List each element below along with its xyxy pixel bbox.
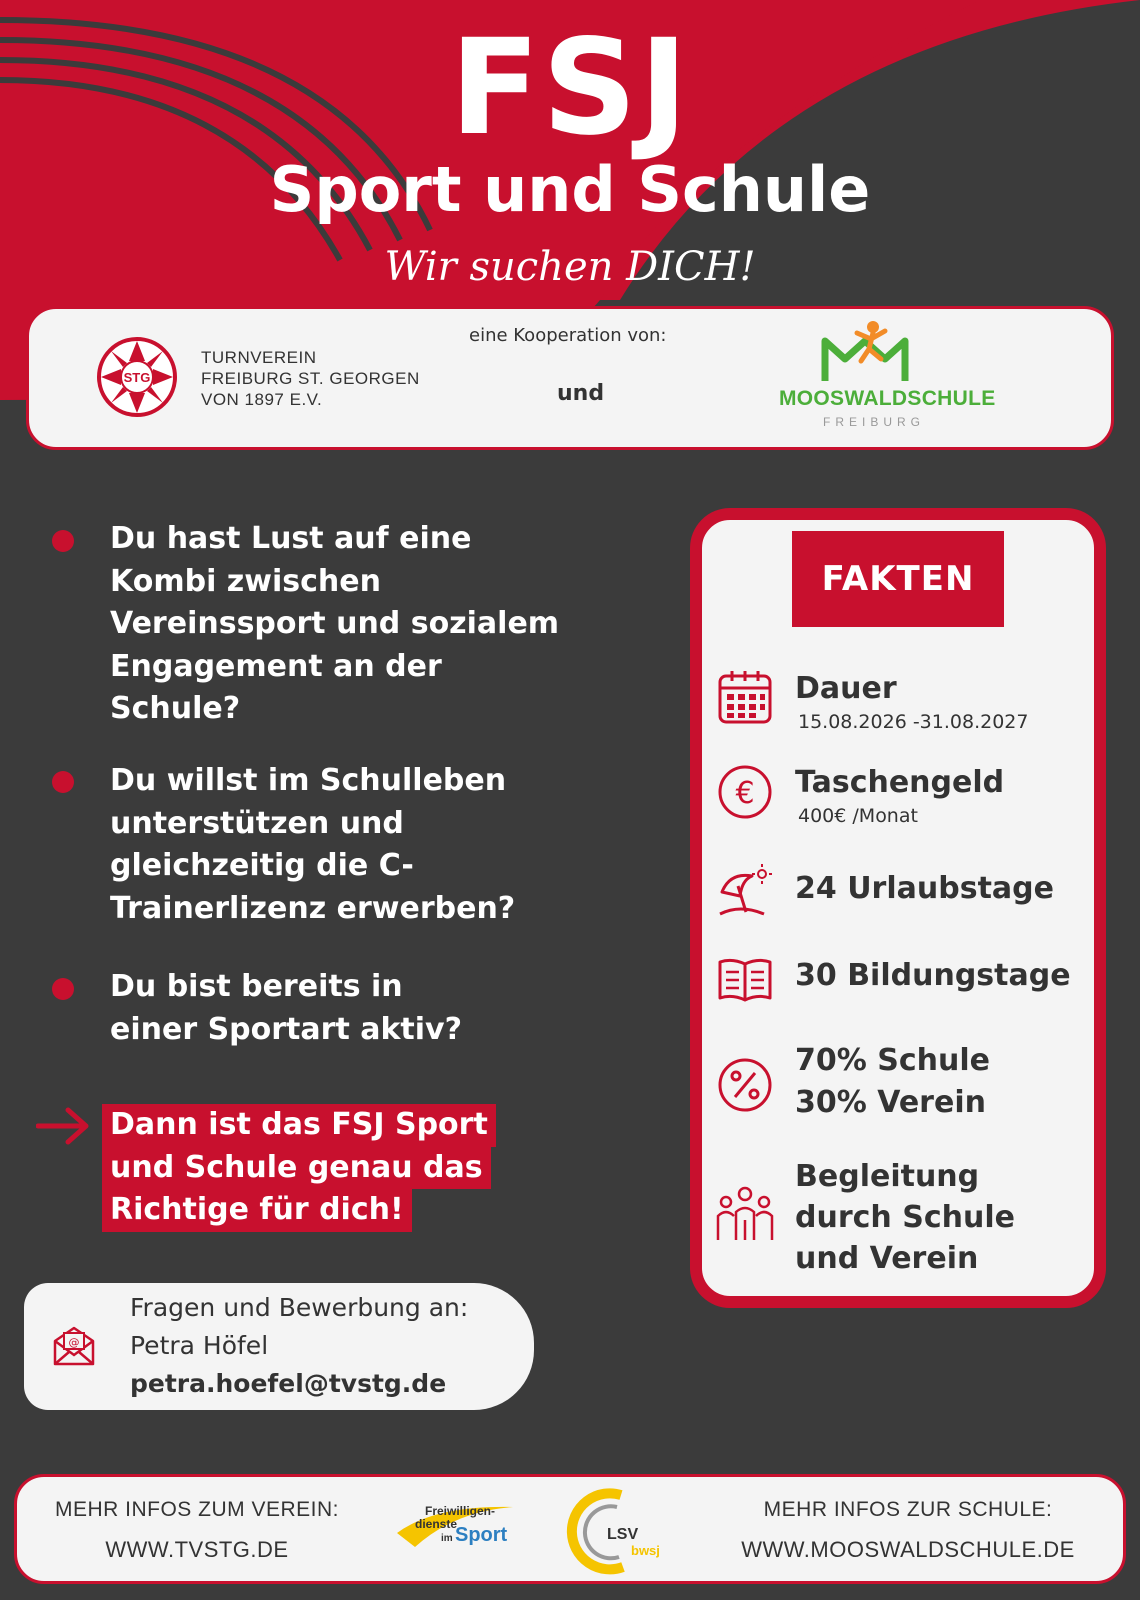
fact-title: durch Schule [795, 1200, 1015, 1235]
call-to-action [102, 1104, 522, 1232]
bullet-item: Du hast Lust auf eine Kombi zwischen Vereinssport und sozialem Engagement an der Schule? [110, 521, 560, 726]
lsv-logo-text: LSV [607, 1526, 639, 1543]
svg-text:€: € [735, 776, 755, 811]
cta-line: und Schule genau das [102, 1147, 491, 1190]
book-icon [716, 950, 774, 1008]
page-subtitle: Sport und Schule [269, 153, 871, 226]
lsv-logo-sub: bwsj [631, 1543, 660, 1558]
cta-line: Richtige für dich! [102, 1189, 412, 1232]
contact-email[interactable]: petra.hoefel@tvstg.de [130, 1369, 447, 1398]
stg-name-line: VON 1897 E.V. [201, 390, 323, 409]
footer-right-label: MEHR INFOS ZUR SCHULE: [763, 1498, 1053, 1521]
percent-icon [716, 1056, 774, 1114]
stg-name-line: TURNVEREIN [201, 348, 317, 367]
mooswaldschule-name: MOOSWALDSCHULE [779, 387, 996, 410]
facts-title: FAKTEN [792, 531, 1004, 627]
fwd-logo-line: Sport [455, 1524, 508, 1546]
fwd-logo-line: Freiwilligen- [425, 1504, 496, 1518]
fwd-logo-line: im [441, 1533, 453, 1544]
fact-title: 24 Urlaubstage [795, 871, 1054, 906]
mooswaldschule-logo [821, 319, 911, 385]
slogan: Wir suchen DICH! [384, 244, 756, 290]
footer-right-url[interactable]: WWW.MOOSWALDSCHULE.DE [741, 1537, 1075, 1562]
stg-logo-text: STG [123, 370, 151, 385]
freiwilligendienste-logo [395, 1497, 523, 1557]
contact-name: Petra Höfel [130, 1331, 269, 1360]
fact-subtitle: 15.08.2026 -31.08.2027 [798, 711, 1029, 733]
bullet-item: Du bist bereits in einer Sportart aktiv? [110, 969, 463, 1047]
fact-title: 30 Bildungstage [795, 958, 1071, 993]
svg-text:@: @ [68, 1336, 80, 1349]
cooperation-and: und [557, 381, 605, 406]
mail-icon [52, 1325, 96, 1367]
stg-name [201, 347, 420, 410]
arrow-right-icon [36, 1106, 90, 1146]
fact-subtitle: 400€ /Monat [798, 805, 918, 827]
beach-umbrella-icon [716, 862, 774, 920]
people-icon [716, 1186, 774, 1244]
fwd-logo-line: dienste [415, 1517, 458, 1531]
stg-logo [95, 335, 179, 419]
mooswaldschule-city: FREIBURG [822, 415, 925, 429]
fact-title: 30% Verein [795, 1085, 986, 1120]
bullet-item: Du willst im Schulleben unterstützen und gleichzeitig die C-Trainerlizenz erwerben? [110, 763, 516, 926]
lsv-bwsj-logo [561, 1487, 661, 1575]
cta-line: Dann ist das FSJ Sport [102, 1104, 496, 1147]
calendar-icon [716, 668, 774, 726]
contact-card [24, 1283, 534, 1410]
bullet-dot [52, 771, 74, 793]
bullet-dot [52, 978, 74, 1000]
fact-title: und Verein [795, 1241, 979, 1276]
fact-title: Dauer [795, 671, 897, 706]
fact-title: Begleitung [795, 1159, 980, 1194]
contact-label: Fragen und Bewerbung an: [130, 1293, 469, 1322]
footer-left-url[interactable]: WWW.TVSTG.DE [105, 1537, 289, 1562]
euro-icon [716, 763, 774, 821]
fact-title: Taschengeld [795, 765, 1005, 800]
stg-name-line: FREIBURG ST. GEORGEN [201, 369, 420, 388]
fact-title: 70% Schule [795, 1043, 990, 1078]
page-title: FSJ [449, 11, 691, 165]
footer [14, 1474, 1126, 1584]
footer-left-label: MEHR INFOS ZUM VEREIN: [54, 1498, 339, 1521]
bullet-dot [52, 530, 74, 552]
cooperation-label: eine Kooperation von: [469, 325, 667, 346]
cooperation-card [26, 306, 1114, 450]
